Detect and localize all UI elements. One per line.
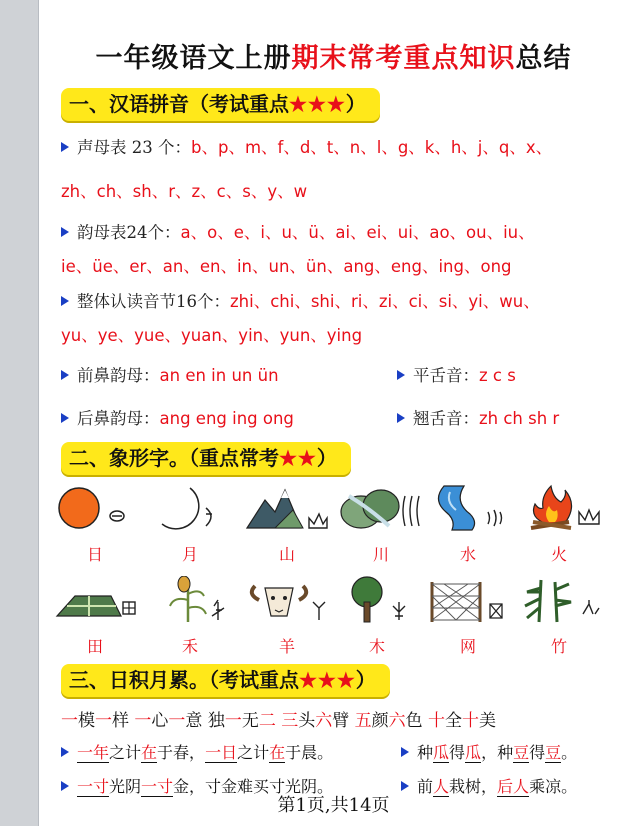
- qiaoshe-line: [397, 405, 559, 429]
- bullet-arrow-icon: [61, 142, 69, 152]
- document-page: [38, 0, 627, 826]
- proverb-text: 在: [141, 743, 158, 762]
- proverb-text: 。: [561, 743, 578, 762]
- idiom-char: 六: [388, 711, 406, 731]
- idioms-line: [61, 706, 496, 731]
- idiom-char: 一: [224, 711, 242, 731]
- proverb-text: 之计: [109, 743, 142, 762]
- pictograph-bamboo: [515, 576, 603, 657]
- pictograph-char: 网: [459, 637, 476, 656]
- idiom-char: 样: [112, 711, 129, 731]
- proverb-text: 一寸: [77, 777, 110, 796]
- bullet-arrow-icon: [61, 747, 69, 757]
- idiom-char: 十: [428, 711, 446, 731]
- mountain-icon: [245, 484, 329, 532]
- pictograph-fire: [515, 484, 603, 565]
- section-pictograph-header: [61, 442, 351, 475]
- title-part1: 一年级语文上册: [95, 43, 292, 74]
- proverb-text: 光阴: [109, 777, 142, 796]
- idiom-char: 模: [78, 711, 95, 731]
- pictograph-grain: [146, 576, 234, 657]
- net-icon: [426, 576, 510, 624]
- pictograph-sheep: [243, 576, 331, 657]
- qianbi-values: an en in un ün: [159, 366, 279, 385]
- proverb-text: 之计: [237, 743, 270, 762]
- pictograph-mountain: [243, 484, 331, 565]
- bullet-arrow-icon: [61, 781, 69, 791]
- idiom-char: 心: [151, 711, 169, 731]
- idiom-char: 美: [479, 711, 497, 731]
- section-pinyin-header: [61, 88, 380, 121]
- bullet-arrow-icon: [397, 413, 405, 423]
- yunmu-label: 韵母表24个：: [77, 223, 181, 242]
- pictograph-water: [424, 484, 512, 565]
- idiom-char: 一: [95, 711, 112, 731]
- idiom-char: 一: [168, 711, 186, 731]
- shengmu-line: [61, 134, 552, 158]
- proverb-text: 金，寸金难买寸光阴。: [173, 777, 334, 796]
- pictograph-char: 田: [86, 637, 103, 656]
- field-icon: [53, 576, 137, 624]
- proverb-text: 豆: [545, 743, 562, 762]
- proverb-text: 栽树，: [449, 777, 498, 796]
- page-number: 第1页,共14页: [277, 795, 390, 816]
- section-close: ）: [316, 446, 337, 470]
- pingshe-values: z c s: [479, 366, 516, 385]
- idiom-char: 全: [445, 711, 463, 731]
- zhengti-label: 整体认读音节16个：: [77, 292, 230, 311]
- shengmu-values: b、p、m、f、d、t、n、l、g、k、h、j、q、x、: [191, 138, 553, 157]
- idiom-char: 五: [354, 711, 372, 731]
- section-label: 二、象形字。（重点常考: [69, 446, 279, 470]
- pictograph-char: 禾: [181, 637, 198, 656]
- proverb-text: 乘凉。: [529, 777, 578, 796]
- proverb-text: 一寸: [141, 777, 174, 796]
- river-rocks-icon: [339, 484, 423, 532]
- proverb-text: 在: [269, 743, 286, 762]
- pictograph-moon: [146, 484, 234, 565]
- proverb-text: 种: [417, 743, 434, 762]
- proverb-text: 瓜: [433, 743, 450, 762]
- idiom-char: 三: [281, 711, 299, 731]
- qianbi-label: 前鼻韵母：: [77, 366, 160, 385]
- proverb-text: 前: [417, 777, 434, 796]
- bullet-arrow-icon: [401, 781, 409, 791]
- proverb-text: 得: [529, 743, 546, 762]
- idiom-char: 一: [134, 711, 152, 731]
- proverb-line-2: [401, 740, 577, 763]
- pictograph-tree: [333, 576, 421, 657]
- section-accumulation-header: [61, 664, 390, 697]
- pictograph-char: 水: [459, 545, 476, 564]
- qianbi-line: [61, 362, 279, 386]
- pingshe-line: [397, 362, 516, 386]
- bullet-arrow-icon: [61, 296, 69, 306]
- pictograph-river: [337, 484, 425, 565]
- title-highlight: 期末常考重点知识: [291, 43, 516, 74]
- title-part2: 总结: [515, 43, 572, 74]
- zhengti-values: zhi、chi、shi、ri、zi、ci、si、yi、wu、: [230, 292, 540, 311]
- proverb-text: 豆: [513, 743, 530, 762]
- idiom-char: 二: [258, 711, 276, 731]
- pictograph-sun: [51, 484, 139, 565]
- idiom-char: 颜: [371, 711, 389, 731]
- zhengti-line: [61, 288, 540, 312]
- yunmu-line-2: ie、üe、er、an、en、in、un、ün、ang、eng、ing、ong: [61, 257, 512, 276]
- grain-icon: [148, 576, 232, 624]
- bullet-arrow-icon: [401, 747, 409, 757]
- pictograph-char: 川: [372, 545, 389, 564]
- idiom-char: 六: [315, 711, 333, 731]
- bullet-arrow-icon: [61, 370, 69, 380]
- page-title: [39, 36, 627, 75]
- pictograph-field: [51, 576, 139, 657]
- fire-icon: [517, 484, 601, 532]
- proverb-text: 一年: [77, 743, 110, 762]
- sun-icon: [55, 484, 135, 532]
- pingshe-label: 平舌音：: [413, 366, 479, 385]
- idiom-char: 无: [241, 711, 259, 731]
- houbi-label: 后鼻韵母：: [77, 409, 160, 428]
- idiom-char: 意: [185, 711, 203, 731]
- pictograph-char: 竹: [550, 637, 567, 656]
- qiaoshe-values: zh ch sh r: [479, 409, 560, 428]
- bullet-arrow-icon: [397, 370, 405, 380]
- qiaoshe-label: 翘舌音：: [413, 409, 479, 428]
- proverb-text: 瓜: [465, 743, 482, 762]
- proverb-text: 得: [449, 743, 466, 762]
- water-icon: [426, 484, 510, 532]
- tree-icon: [335, 576, 419, 624]
- section-close: ）: [345, 92, 366, 116]
- sheep-icon: [245, 576, 329, 624]
- idiom-char: 头: [298, 711, 316, 731]
- pictograph-char: 日: [86, 545, 103, 564]
- moon-icon: [150, 484, 230, 532]
- stars-rating: ★★★: [299, 668, 356, 692]
- section-label: 三、日积月累。（考试重点: [69, 668, 299, 692]
- idiom-char: 独: [207, 711, 225, 731]
- bamboo-icon: [517, 576, 601, 624]
- yunmu-line: [61, 219, 535, 243]
- pictograph-char: 山: [278, 545, 295, 564]
- idiom-char: 一: [61, 711, 78, 731]
- proverb-text: 于春，: [157, 743, 206, 762]
- stars-rating: ★★: [279, 446, 317, 470]
- proverb-text: 人: [433, 777, 450, 796]
- proverb-line-1: [61, 740, 333, 763]
- stars-rating: ★★★: [289, 92, 346, 116]
- idiom-char: 色: [405, 711, 423, 731]
- proverb-text: 一日: [205, 743, 238, 762]
- proverb-text: ，种: [481, 743, 514, 762]
- idiom-char: 臂: [332, 711, 350, 731]
- pictograph-char: 月: [181, 545, 198, 564]
- pictograph-net: [424, 576, 512, 657]
- houbi-values: ang eng ing ong: [159, 409, 294, 428]
- bullet-arrow-icon: [61, 413, 69, 423]
- bullet-arrow-icon: [61, 227, 69, 237]
- shengmu-label: 声母表 23 个：: [77, 138, 191, 157]
- section-label: 一、汉语拼音（考试重点: [69, 92, 289, 116]
- pictograph-char: 羊: [278, 637, 295, 656]
- section-close: ）: [355, 668, 376, 692]
- pictograph-char: 木: [368, 637, 385, 656]
- yunmu-values: a、o、e、i、u、ü、ai、ei、ui、ao、ou、iu、: [180, 223, 535, 242]
- shengmu-line-2: zh、ch、sh、r、z、c、s、y、w: [61, 182, 308, 201]
- proverb-text: 于晨。: [285, 743, 334, 762]
- idiom-char: 十: [462, 711, 480, 731]
- pictograph-char: 火: [550, 545, 567, 564]
- houbi-line: [61, 405, 294, 429]
- proverb-text: 后人: [497, 777, 530, 796]
- zhengti-line-2: yu、ye、yue、yuan、yin、yun、ying: [61, 326, 363, 345]
